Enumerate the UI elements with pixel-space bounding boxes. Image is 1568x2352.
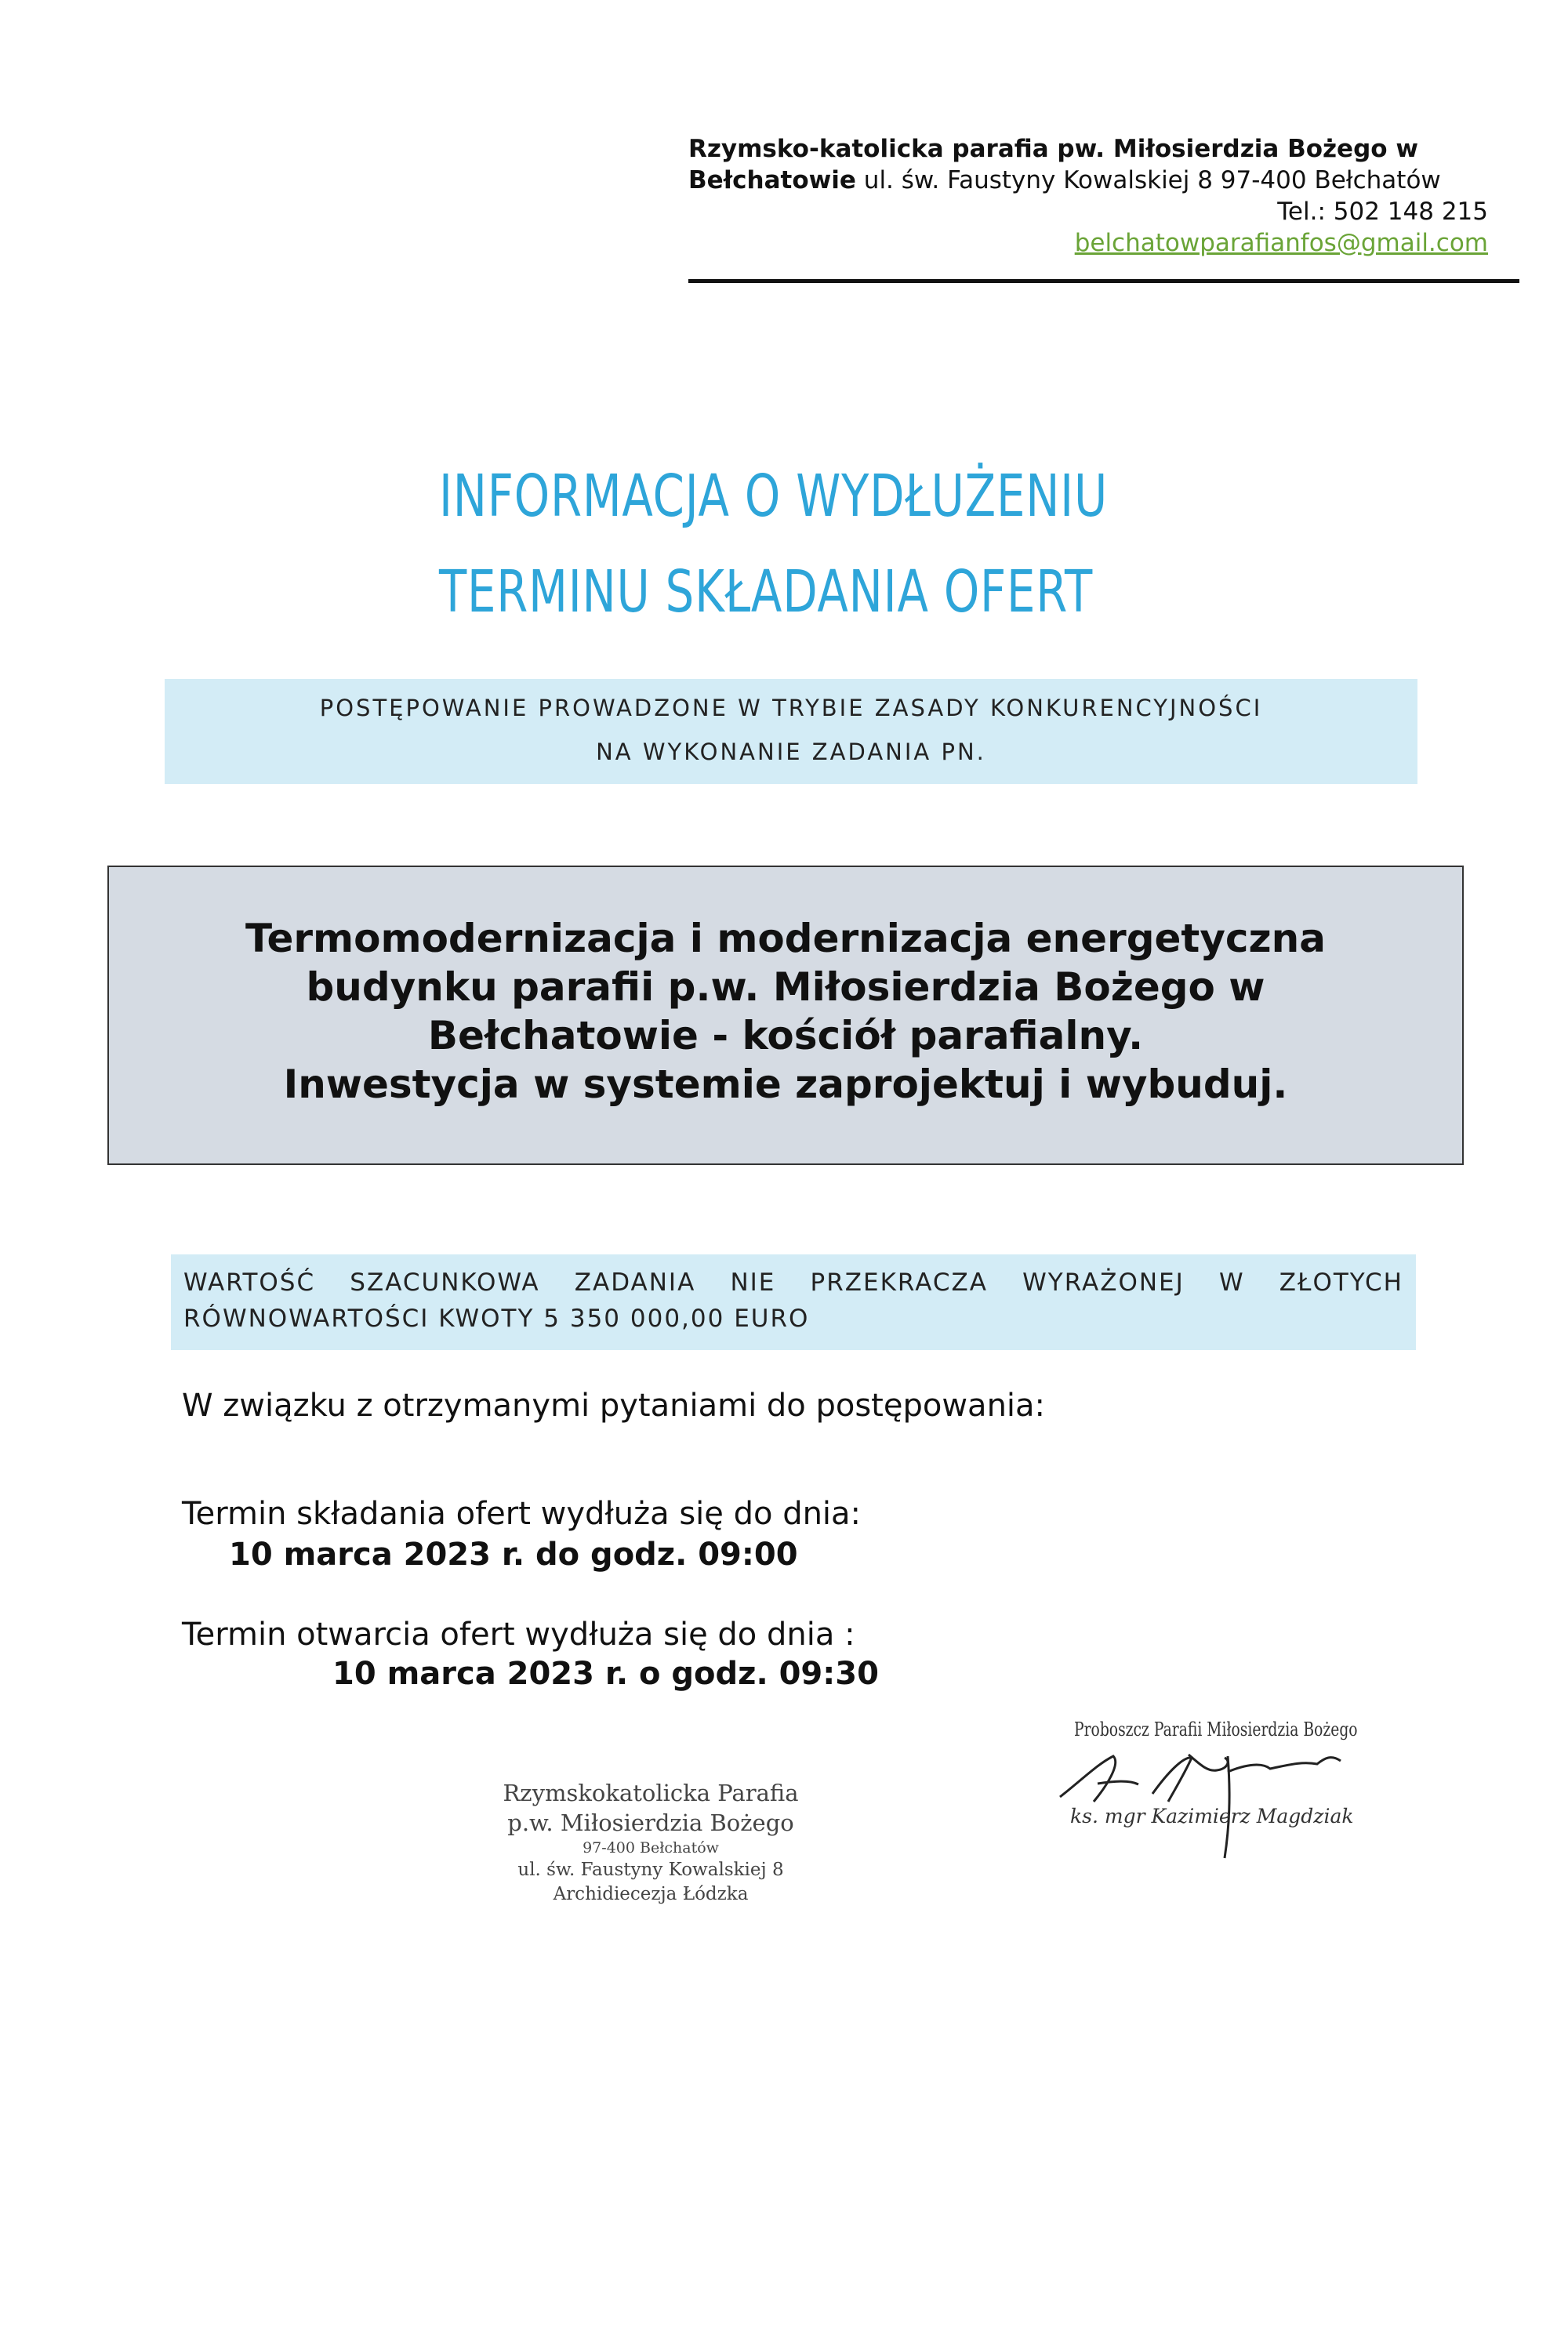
value-word: SZACUNKOWA	[350, 1269, 540, 1297]
title-line-2: TERMINU SKŁADANIA OFERT	[439, 558, 1094, 626]
title-line-1: INFORMACJA O WYDŁUŻENIU	[439, 463, 1109, 530]
parish-header	[688, 133, 1488, 259]
parish-phone: Tel.: 502 148 215	[1277, 198, 1488, 226]
header-divider	[688, 279, 1519, 283]
value-word: W	[1218, 1269, 1245, 1297]
stamp-line-3: 97-400 Bełchatów	[583, 1839, 719, 1857]
header-line-2	[688, 165, 1488, 196]
signature-name: ks. mgr Kazimierz Magdziak	[1070, 1805, 1354, 1828]
signature-title: Proboszcz Parafii Miłosierdzia Bożego	[1074, 1719, 1358, 1740]
procedure-line-2: NA WYKONANIE ZADANIA PN.	[596, 739, 986, 765]
parish-name: Rzymsko-katolicka parafia pw. Miłosierdzia Bożego w	[688, 135, 1418, 163]
value-word: ZADANIA	[574, 1269, 696, 1297]
signature-block	[1051, 1709, 1364, 1866]
document-title	[439, 448, 1109, 640]
value-word: ZŁOTYCH	[1279, 1269, 1403, 1297]
opening-date: 10 marca 2023 r. o godz. 09:30	[332, 1656, 879, 1692]
email-line	[688, 227, 1488, 259]
header-line-1	[688, 133, 1488, 165]
task-line-1: Termomodernizacja i modernizacja energetyczna	[245, 916, 1326, 961]
procedure-line-1: POSTĘPOWANIE PROWADZONE W TRYBIE ZASADY KONKURENCYJNOŚCI	[319, 695, 1263, 721]
value-line-1	[183, 1269, 1403, 1297]
procedure-band	[165, 679, 1417, 784]
value-word: WARTOŚĆ	[183, 1269, 316, 1297]
stamp-line-2: p.w. Miłosierdzia Bożego	[507, 1809, 794, 1836]
handwritten-signature-icon	[1051, 1709, 1364, 1866]
value-word: PRZEKRACZA	[810, 1269, 988, 1297]
email-link[interactable]: belchatowparafianfos@gmail.com	[1074, 229, 1488, 257]
value-word: WYRAŻONEJ	[1022, 1269, 1185, 1297]
submission-label: Termin składania ofert wydłuża się do dnia:	[182, 1496, 862, 1532]
stamp-line-4: ul. św. Faustyny Kowalskiej 8	[517, 1860, 784, 1880]
value-line-2: RÓWNOWARTOŚCI KWOTY 5 350 000,00 EURO	[183, 1305, 810, 1333]
intro-text: W związku z otrzymanymi pytaniami do postępowania:	[182, 1388, 1046, 1424]
value-word: NIE	[730, 1269, 776, 1297]
parish-address: ul. św. Faustyny Kowalskiej 8 97-400 Bełchatów	[855, 166, 1441, 194]
stamp-line-5: Archidiecezja Łódzka	[553, 1884, 749, 1904]
stamp-line-1: Rzymskokatolicka Parafia	[503, 1780, 799, 1806]
task-line-4: Inwestycja w systemie zaprojektuj i wybuduj.	[283, 1062, 1288, 1107]
opening-label: Termin otwarcia ofert wydłuża się do dnia :	[182, 1617, 855, 1653]
task-name-box	[107, 866, 1464, 1165]
submission-date: 10 marca 2023 r. do godz. 09:00	[229, 1537, 798, 1573]
task-line-2: budynku parafii p.w. Miłosierdzia Bożego w	[306, 964, 1265, 1010]
parish-city: Bełchatowie	[688, 166, 856, 194]
estimated-value-band	[171, 1254, 1416, 1350]
parish-stamp	[502, 1778, 800, 1907]
task-line-3: Bełchatowie - kościół parafialny.	[427, 1013, 1144, 1058]
